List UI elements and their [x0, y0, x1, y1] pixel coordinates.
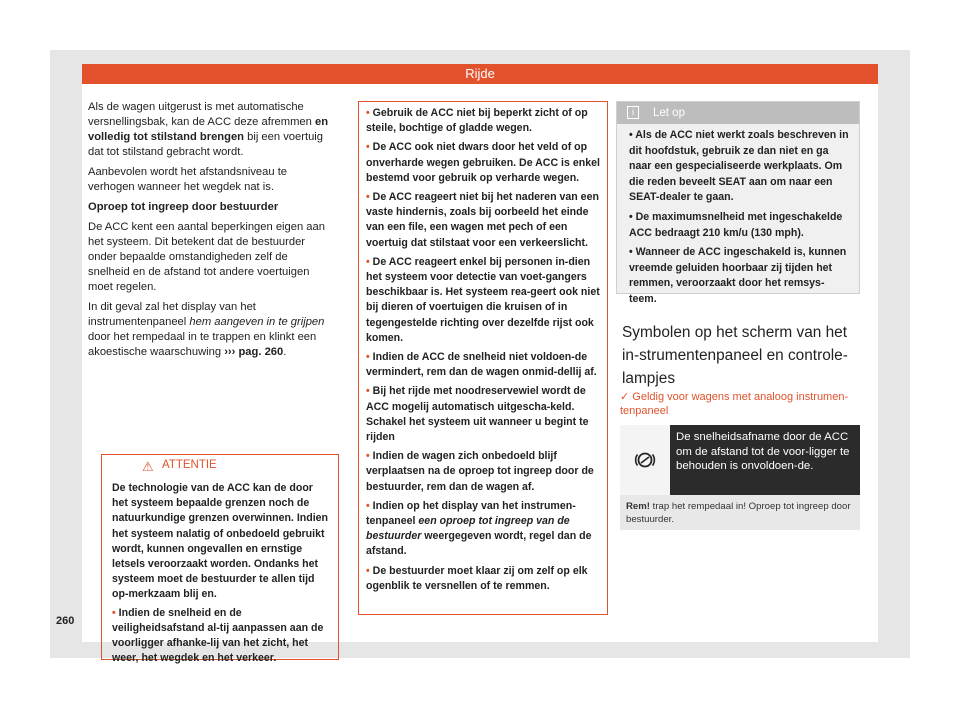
bullet-text: De ACC reageert niet bij het naderen van een vaste hindernis, zoals bij oorbeeld het einde van een file, een wagen met pech of een voertuig dat stilstaat voor een verkeerslicht. [366, 191, 599, 249]
subheading: Oproep tot ingreep door bestuurder [88, 201, 279, 213]
paragraph-2: Aanbevolen wordt het afstandsniveau te verhogen wanneer het wegdek nat is. [88, 166, 288, 193]
list-item [366, 384, 601, 445]
note-header [617, 102, 859, 124]
paragraph-4 [88, 300, 332, 360]
bullet-dot-icon: • [366, 385, 370, 398]
symbol-row [620, 425, 860, 495]
bullet-dot-icon: • [366, 499, 370, 512]
warning-box [101, 454, 339, 665]
warning-header [102, 455, 338, 479]
middle-warning-continuation [358, 101, 608, 615]
note-bullet-text: Wanneer de ACC ingeschakeld is, kunnen vreemde geluiden hoorbaar zij tijden het remmen, veroorzaakt door het remsys-teem. [629, 246, 847, 305]
warning-bullet-text: Indien de snelheid en de veiligheidsafstand al-tij aanpassen aan de voorligger afhanke-lij van het zicht, het weer, het wegdek en het verkeer. [112, 606, 324, 665]
list-item [366, 190, 601, 251]
validity-text: Geldig voor wagens met analoog instrumen-tenpaneel [620, 391, 849, 417]
chapter-header: Rijde [82, 64, 878, 84]
symbol-heading: De snelheidsafname door de ACC om de afstand tot de voor-ligger te behouden is onvoldoen-de. [670, 425, 860, 495]
info-icon: i [627, 106, 639, 119]
bullet-dot-icon: • [366, 141, 370, 154]
bullet-dot-icon: • [366, 450, 370, 463]
p4-text: In dit geval zal het display van het instrumentenpaneel [88, 301, 256, 328]
p4-italic: hem aangeven in te grijpen [189, 316, 325, 328]
list-item: • De maximumsnelheid met ingeschakelde ACC bedraagt 210 km/u (130 mph). [629, 210, 843, 239]
warning-bullet [112, 606, 330, 667]
note-body [617, 124, 859, 308]
note-bullet-text: Als de ACC niet werkt zoals beschreven in dit hoofdstuk, gebruik ze dan niet en ga naar een gespecialiseerde werkplaats. Om die reden beveelt SEAT aan om naar een SEAT-dealer te gaan. [629, 129, 849, 204]
list-item [366, 140, 601, 186]
page-number: 260 [56, 615, 75, 627]
bullet-text: De ACC ook niet dwars door het veld of op onverharde wegen gebruiken. De ACC is enkel bestemd voor gebruik op verharde wegen. [366, 141, 600, 184]
bullet-text: De ACC reageert enkel bij personen in-dien het systeem voor detectie van voet-gangers beschikbaar is. Het systeem rea-geert ook niet bij dieren of voertuigen die kruisen of in tegengestelde richting over dezelfde rijst ook komen. [366, 255, 600, 344]
p1-text-end: bij een voertuig dat tot stilstand gebracht wordt. [88, 131, 324, 158]
bullet-italic: een oproep tot ingreep van de bestuurder [366, 515, 570, 543]
bullet-text: Indien de ACC de snelheid niet voldoen-de vermindert, rem dan de wagen onmid-dellij af. [366, 351, 597, 379]
symbol-description [620, 495, 860, 526]
symbol-table [620, 425, 860, 530]
p1-bold: en volledig tot stilstand brengen [88, 116, 329, 143]
checkmark-icon: ✓ [620, 391, 630, 403]
warning-title: ATTENTIE [162, 459, 217, 471]
warning-triangle-icon: ⚠ [142, 459, 154, 474]
list-item [366, 499, 601, 560]
symbol-body-bold: Rem! [626, 501, 650, 512]
validity-note [620, 390, 860, 418]
list-item [366, 350, 601, 380]
list-item [366, 255, 601, 346]
bullet-text: Bij het rijde met noodreservewiel wordt de ACC mogelij automatisch uitgescha-keld. Schakel het systeem uit wanneer u begint te rijden [366, 385, 589, 444]
note-box [616, 101, 860, 305]
section-title: Symbolen op het scherm van het in-strumentenpaneel en controle-lampjes [622, 324, 848, 387]
bullet-dot-icon: • [366, 351, 370, 364]
bullet-dot-icon: • [112, 606, 116, 619]
acc-brake-warning-icon [620, 425, 670, 495]
page-reference-link[interactable]: ››› pag. 260 [224, 346, 284, 358]
bullet-dot-icon: • [366, 255, 370, 268]
bullet-dot-icon: • [366, 107, 370, 119]
p4-end: . [283, 346, 287, 358]
bullet-text: De bestuurder moet klaar zij om zelf op elk ogenblik te versnellen of te remmen. [366, 564, 588, 592]
list-item [366, 564, 601, 594]
bullet-text-end: weergegeven wordt, regel dan de afstand. [366, 530, 592, 558]
bullet-text: Indien op het display van het instrumen-tenpaneel [366, 499, 576, 528]
bullet-text: Indien de wagen zich onbedoeld blijf verplaatsen na de oproep tot ingreep door de bestuurder, rem dan de wagen af. [366, 450, 594, 493]
list-item [366, 449, 601, 495]
note-bullet-text: De maximumsnelheid met ingeschakelde ACC bedraagt 210 km/u (130 mph). [629, 210, 843, 239]
warning-body [102, 479, 338, 666]
list-item: • Als de ACC niet werkt zoals beschreven in dit hoofdstuk, gebruik ze dan niet en ga naar een gespecialiseerde werkplaats. Om die reden beveelt SEAT aan om naar een SEAT-dealer te gaan. [629, 129, 849, 204]
list-item [366, 106, 601, 136]
list-item: • Wanneer de ACC ingeschakeld is, kunnen vreemde geluiden hoorbaar zij tijden het remmen, veroorzaakt door het remsys-teem. [629, 246, 847, 305]
bullet-dot-icon: • [366, 564, 370, 577]
p1-text: Als de wagen uitgerust is met automatische versnellingsbak, kan de ACC deze afremmen [88, 101, 315, 128]
warning-text: De technologie van de ACC kan de door het systeem bepaalde grenzen noch de natuurkundige grenzen overwinnen. Indien het systeem nalatig of onbedoeld gebruikt wordt, kunnen ongevallen en ernstige letsels veroorzaakt worden. Ondanks het systeem moet de bestuurder te allen tijd op-merkzaam blij en. [112, 482, 329, 601]
bullet-dot-icon: • [366, 191, 370, 204]
symbol-body-text: trap het rempedaal in! Oproep tot ingreep door bestuurder. [626, 501, 851, 525]
bullet-text: Gebruik de ACC niet bij beperkt zicht of op steile, bochtige of gladde wegen. [366, 107, 588, 135]
note-title: Let op [653, 107, 685, 119]
paragraph-3: De ACC kent een aantal beperkingen eigen aan het systeem. Dit betekent dat de bestuurder onder bepaalde omstandigheden zelf de snelheid en de afstand tot andere voertuigen moet regelen. [88, 221, 325, 293]
manual-page [82, 64, 878, 665]
p4-text-mid: door het rempedaal in te trappen en klinkt een akoestische waarschuwing [88, 331, 317, 358]
paragraph-1 [88, 100, 332, 160]
left-column [88, 100, 332, 365]
